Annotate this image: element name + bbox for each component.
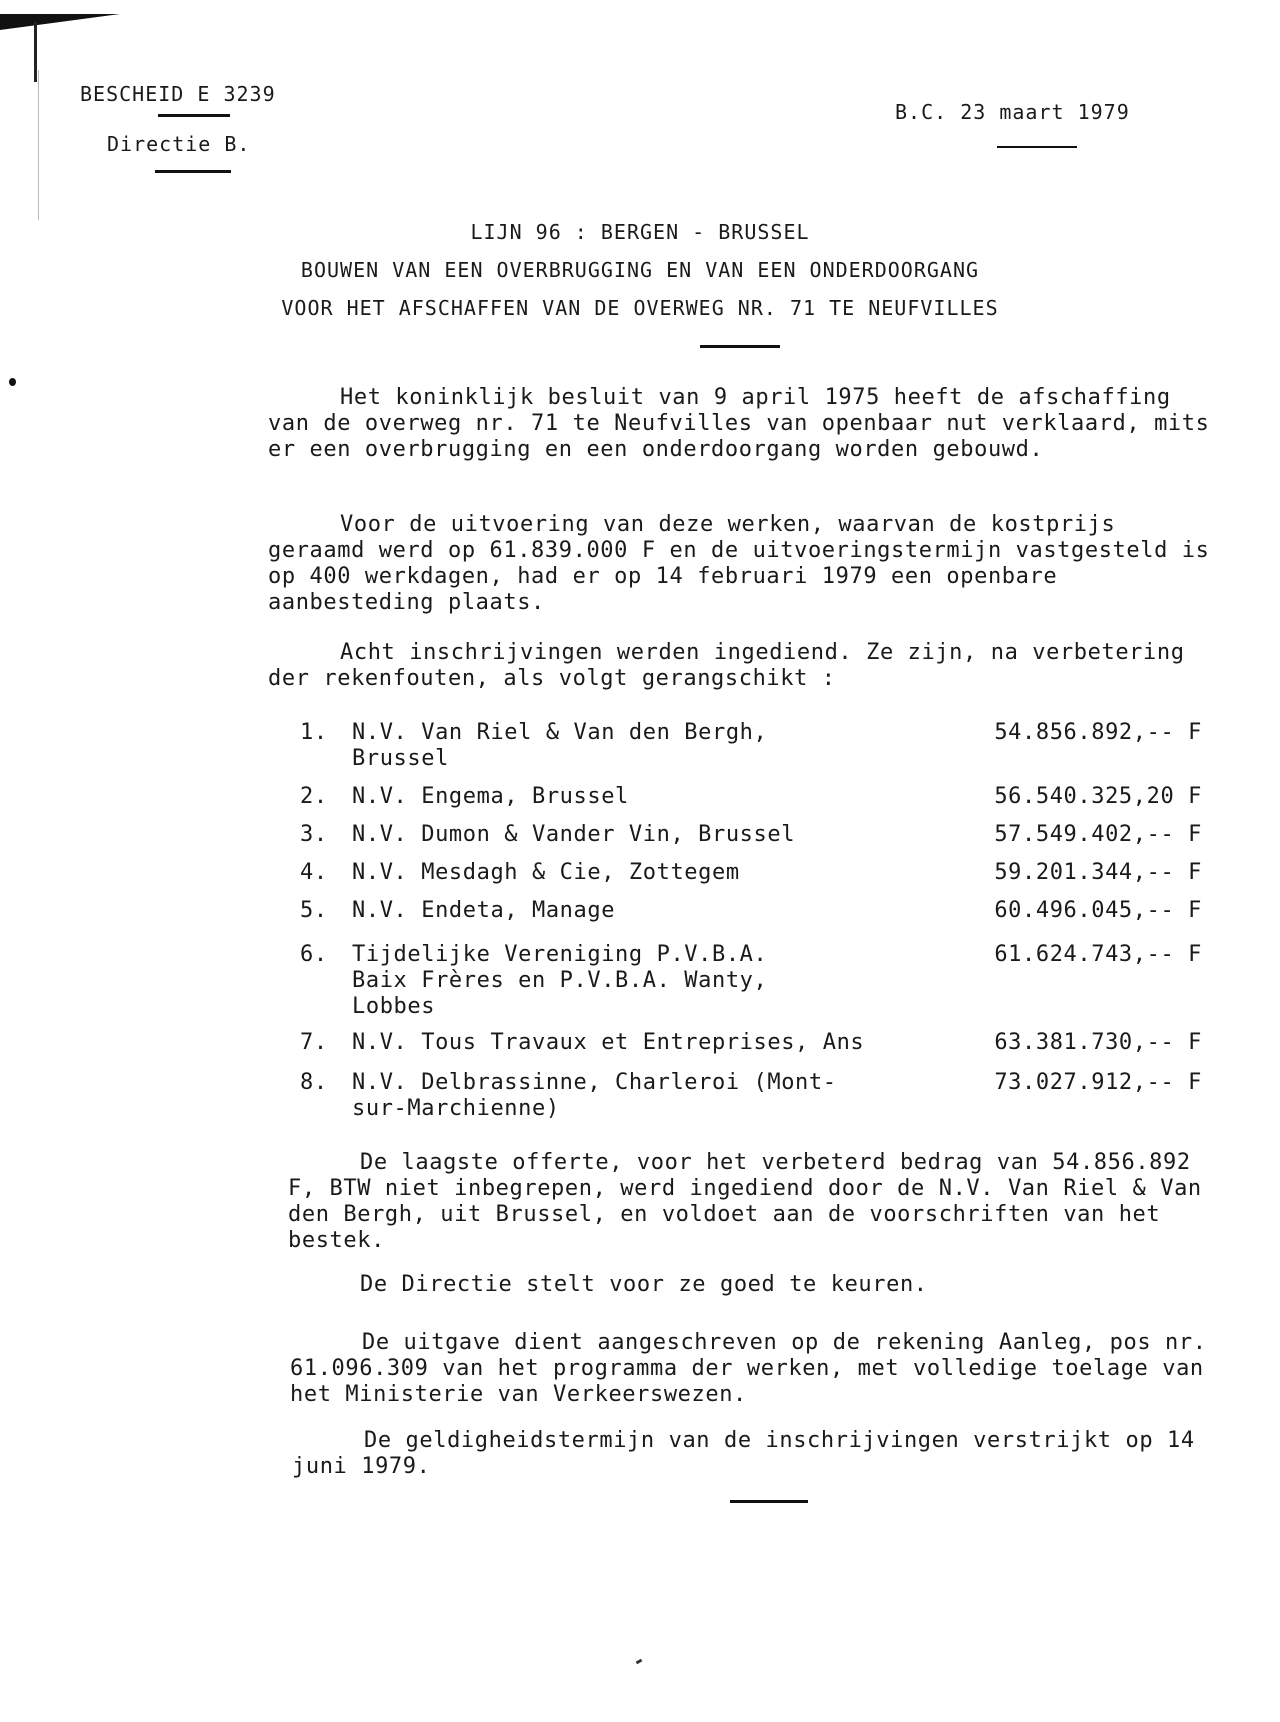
paragraph-approval: De Directie stelt voor ze goed te keuren. [360,1272,928,1297]
date-underline [997,146,1077,148]
paragraph-decree: Het koninklijk besluit van 9 april 1975 heeft de afschaffing van de overweg nr. 71 te Neufvilles van openbaar nut verklaard, mits er een overbrugging en een onderdoorgang worden gebouwd. [268,385,1210,462]
punch-dot [9,378,16,386]
paragraph-expenditure: De uitgave dient aangeschreven op de rekening Aanleg, pos nr. 61.096.309 van het programma der werken, met volledige toelage van het Ministerie van Verkeerswezen. [290,1330,1207,1407]
bid-company: N.V. Mesdagh & Cie, Zottegem [352,860,740,885]
directorate-label: Directie B. [107,132,251,156]
bid-rank: 8. [300,1070,328,1095]
bid-company: N.V. Van Riel & Van den Bergh, Brussel [352,720,768,771]
margin-line [38,70,39,220]
paragraph-submissions: Acht inschrijvingen werden ingediend. Ze zijn, na verbetering der rekenfouten, als volgt gerangschikt : [268,640,1185,691]
closing-rule [730,1500,808,1503]
bid-rank: 5. [300,898,328,923]
paragraph-execution: Voor de uitvoering van deze werken, waarvan de kostprijs geraamd werd op 61.839.000 F en de uitvoeringstermijn vastgesteld is op 400 werkdagen, had er op 14 februari 1979 een openbare aanbesteding plaats. [268,512,1210,615]
title-underline [700,345,780,348]
bid-rank: 2. [300,784,328,809]
title-line-3: VOOR HET AFSCHAFFEN VAN DE OVERWEG NR. 71 TE NEUFVILLES [281,296,999,320]
bid-company: Tijdelijke Vereniging P.V.B.A. Baix Frères en P.V.B.A. Wanty, Lobbes [352,942,768,1019]
bid-amount: 61.624.743,-- F [994,942,1202,967]
paragraph-lowest-offer: De laagste offerte, voor het verbeterd bedrag van 54.856.892 F, BTW niet inbegrepen, werd ingediend door de N.V. Van Riel & Van den Bergh, uit Brussel, en voldoet aan de voorschriften van het bestek. [288,1150,1202,1253]
bid-amount: 73.027.912,-- F [994,1070,1202,1095]
bid-amount: 57.549.402,-- F [994,822,1202,847]
bid-amount: 60.496.045,-- F [994,898,1202,923]
directorate-underline [155,170,231,173]
corner-stem [34,22,37,82]
document-date: B.C. 23 maart 1979 [895,100,1130,124]
reference-underline [158,114,230,117]
bid-company: N.V. Tous Travaux et Entreprises, Ans [352,1030,865,1055]
corner-mark [0,14,120,30]
bid-company: N.V. Delbrassinne, Charleroi (Mont- sur-Marchienne) [352,1070,837,1121]
bid-amount: 56.540.325,20 F [994,784,1202,809]
bid-rank: 4. [300,860,328,885]
title-line-1: LIJN 96 : BERGEN - BRUSSEL [470,220,810,244]
bid-rank: 7. [300,1030,328,1055]
bid-company: N.V. Engema, Brussel [352,784,629,809]
bid-amount: 59.201.344,-- F [994,860,1202,885]
bid-rank: 3. [300,822,328,847]
bid-rank: 1. [300,720,328,745]
ink-speck [636,1659,643,1665]
paragraph-validity: De geldigheidstermijn van de inschrijvingen verstrijkt op 14 juni 1979. [292,1428,1195,1479]
bid-amount: 54.856.892,-- F [994,720,1202,745]
bid-rank: 6. [300,942,328,967]
title-line-2: BOUWEN VAN EEN OVERBRUGGING EN VAN EEN ONDERDOORGANG [300,258,980,282]
reference-number: BESCHEID E 3239 [80,82,276,106]
bid-company: N.V. Dumon & Vander Vin, Brussel [352,822,796,847]
bid-amount: 63.381.730,-- F [994,1030,1202,1055]
bid-company: N.V. Endeta, Manage [352,898,616,923]
